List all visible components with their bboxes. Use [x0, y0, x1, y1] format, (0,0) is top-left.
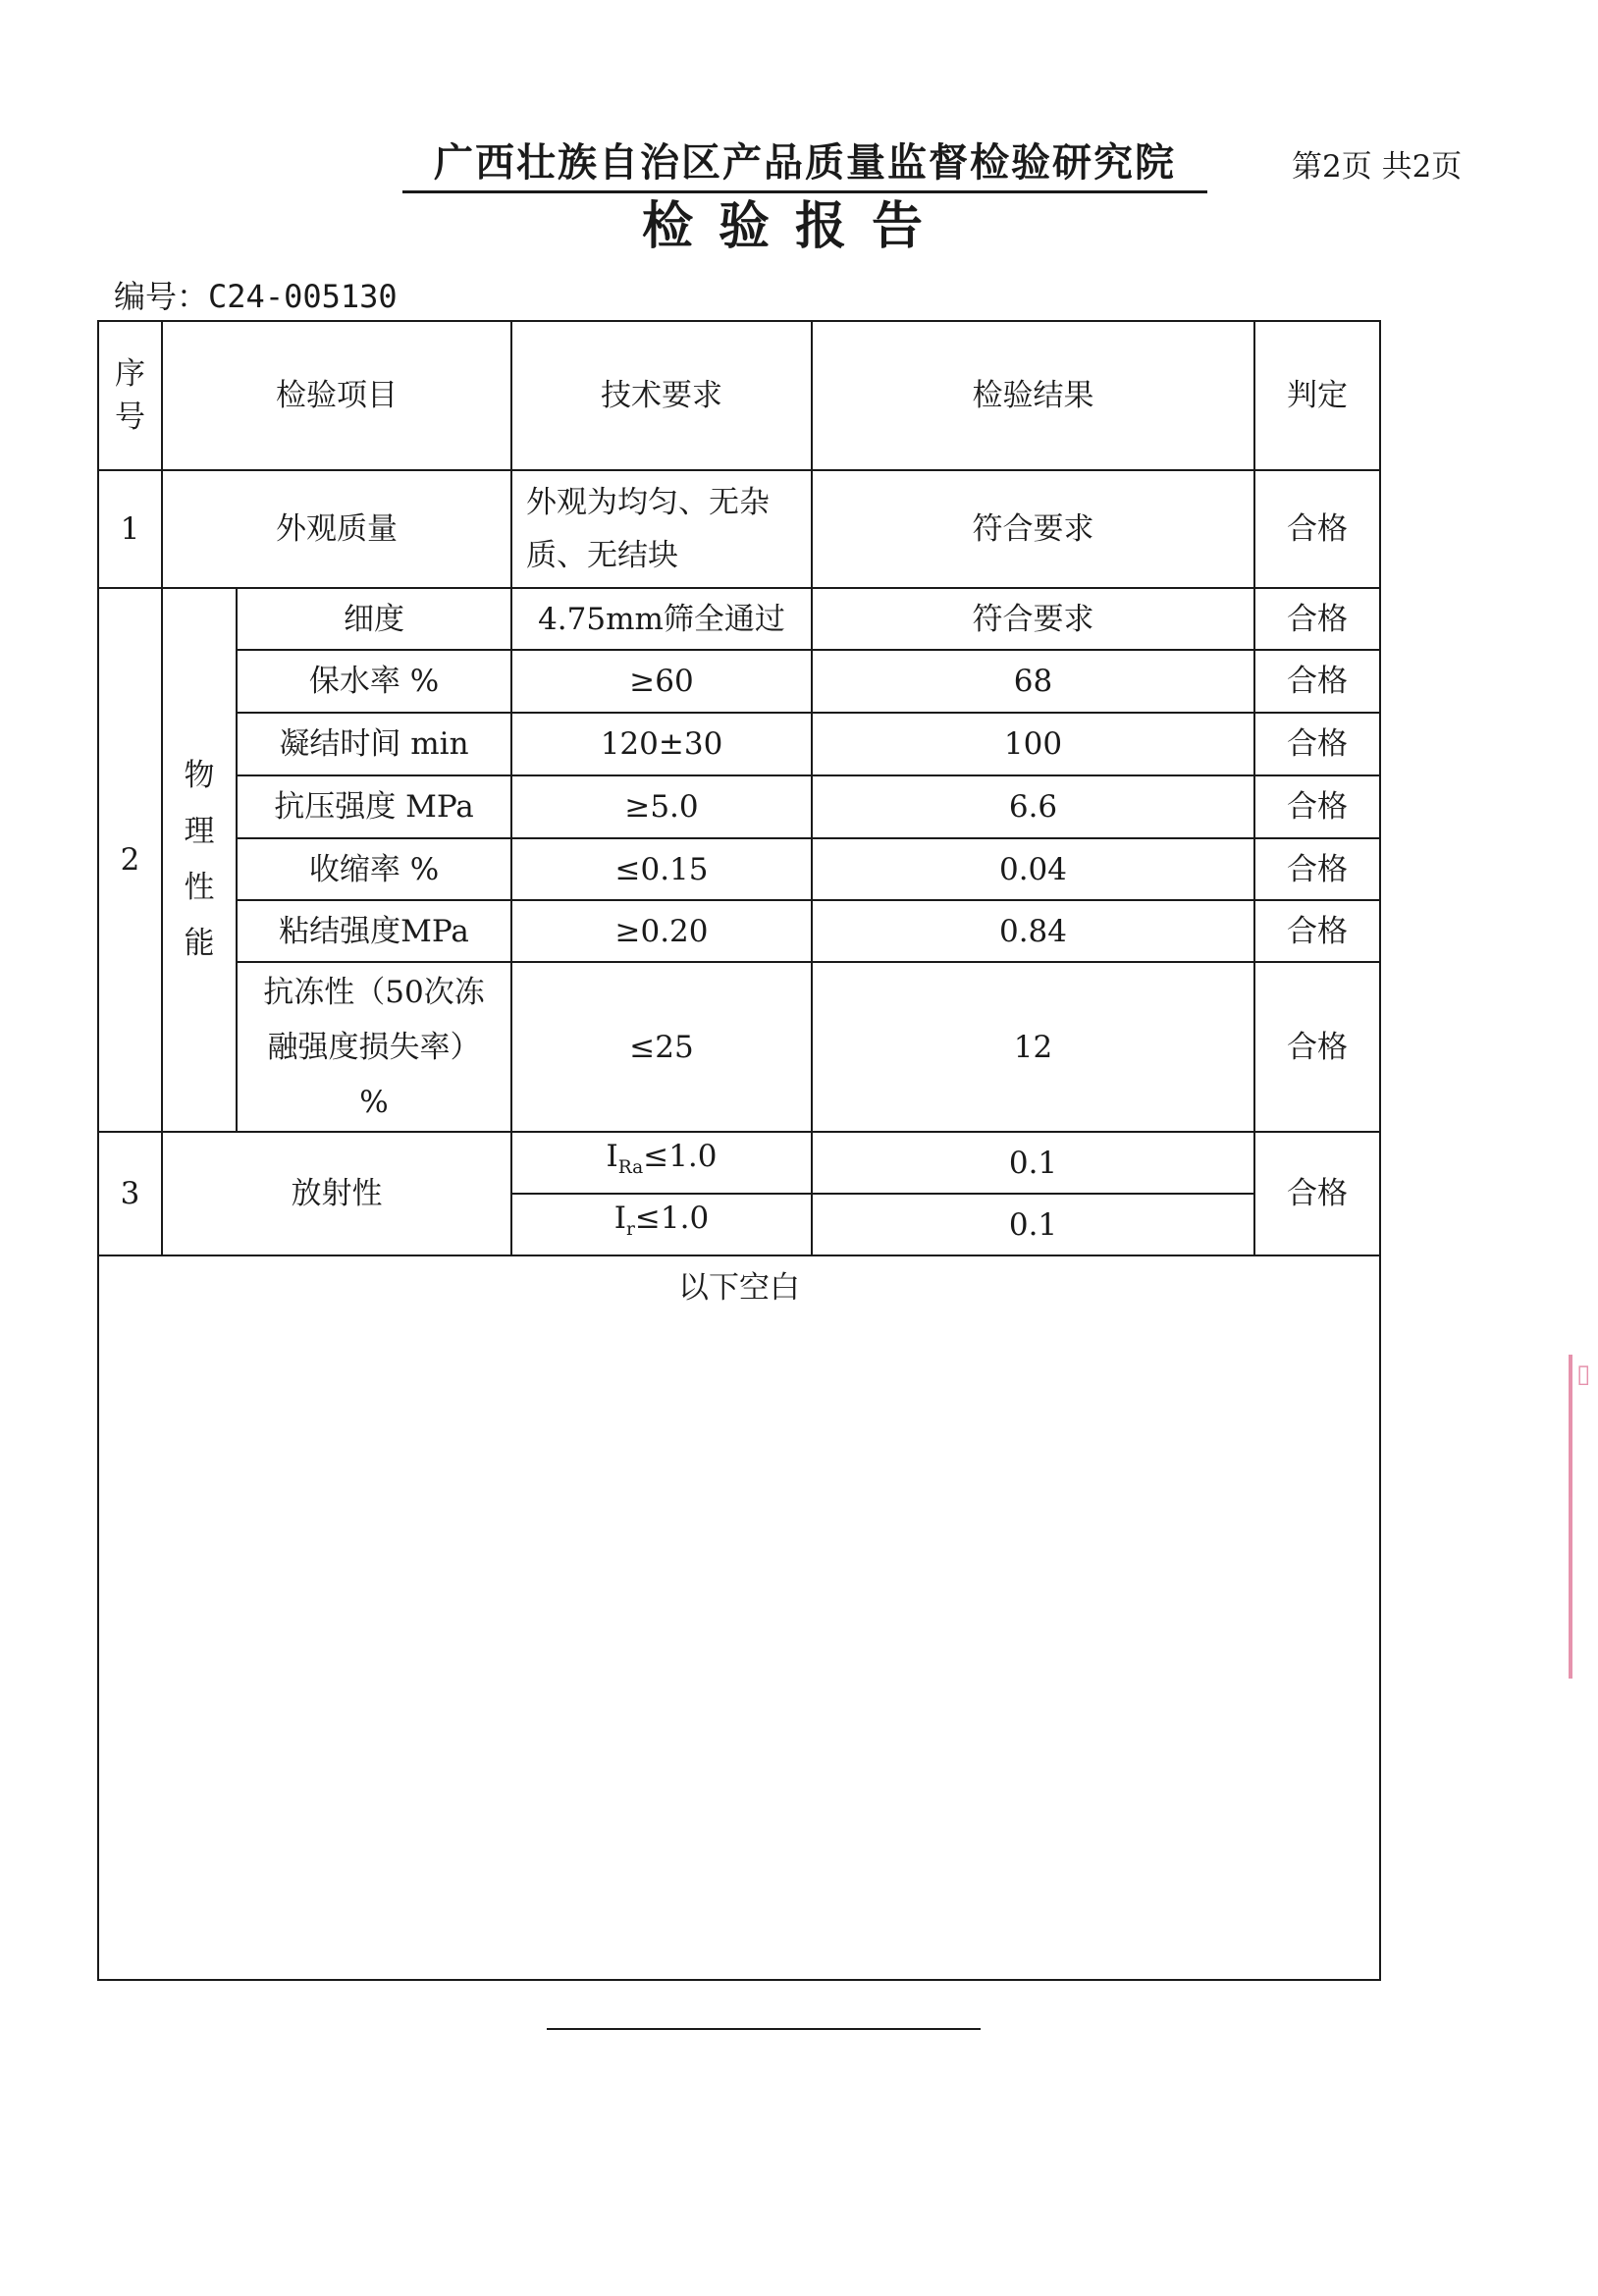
group2-row4-result: 6.6: [812, 775, 1254, 838]
report-number: [114, 275, 398, 318]
group2-row3-result: 100: [812, 713, 1254, 775]
row1-verdict: 合格: [1254, 470, 1380, 588]
table-row: [98, 470, 1380, 588]
group2-row1-item: 细度: [237, 588, 511, 650]
group2-row5-item: 收缩率 %: [237, 838, 511, 900]
group2-row3-requirement: 120±30: [511, 713, 812, 775]
report-title: 检验报告: [641, 196, 948, 256]
seal-stamp-edge: [1569, 1355, 1598, 1679]
row1-seq: 1: [98, 470, 162, 588]
group2-row6-result: 0.84: [812, 900, 1254, 962]
row3-verdict: 合格: [1254, 1132, 1380, 1255]
group2-row3-item: 凝结时间 min: [237, 713, 511, 775]
group2-row7-result: 12: [812, 962, 1254, 1132]
table-row: [98, 900, 1380, 962]
group2-row2-verdict: 合格: [1254, 650, 1380, 713]
table-row: [98, 775, 1380, 838]
page-indicator: 第2页 共2页: [1292, 149, 1463, 185]
group2-row6-item: 粘结强度MPa: [237, 900, 511, 962]
group2-row5-result: 0.04: [812, 838, 1254, 900]
table-row: [98, 838, 1380, 900]
group2-category: 物理性能: [162, 588, 237, 1132]
results-table: [97, 320, 1381, 1981]
group2-row1-requirement: 4.75mm筛全通过: [511, 588, 812, 650]
seal-mark-icon: ▯: [1576, 1360, 1591, 1389]
report-number-value: C24-005130: [208, 278, 398, 315]
group2-row5-requirement: ≤0.15: [511, 838, 812, 900]
group2-row6-verdict: 合格: [1254, 900, 1380, 962]
row3-result-b: 0.1: [812, 1194, 1254, 1255]
blank-note: 以下空白: [98, 1255, 1380, 1980]
group2-row1-result: 符合要求: [812, 588, 1254, 650]
group2-row3-verdict: 合格: [1254, 713, 1380, 775]
group2-row2-item: 保水率 %: [237, 650, 511, 713]
row1-item: 外观质量: [162, 470, 511, 588]
blank-area-row: [98, 1255, 1380, 1980]
table-row: [98, 962, 1380, 1132]
table-row: [98, 650, 1380, 713]
header-requirement: 技术要求: [511, 321, 812, 470]
header-seq: 序号: [98, 321, 162, 470]
table-row: [98, 588, 1380, 650]
group2-row6-requirement: ≥0.20: [511, 900, 812, 962]
footer-divider: [547, 2028, 981, 2030]
organization-title: 广西壮族自治区产品质量监督检验研究院: [402, 139, 1207, 193]
group2-row2-requirement: ≥60: [511, 650, 812, 713]
group2-row5-verdict: 合格: [1254, 838, 1380, 900]
group2-row7-item: 抗冻性（50次冻融强度损失率）%: [237, 962, 511, 1132]
header-item: 检验项目: [162, 321, 511, 470]
group2-row4-item: 抗压强度 MPa: [237, 775, 511, 838]
group2-seq: 2: [98, 588, 162, 1132]
table-header-row: [98, 321, 1380, 470]
group2-row4-verdict: 合格: [1254, 775, 1380, 838]
group2-row7-verdict: 合格: [1254, 962, 1380, 1132]
table-row: [98, 1132, 1380, 1194]
row3-result-a: 0.1: [812, 1132, 1254, 1194]
group2-row7-requirement: ≤25: [511, 962, 812, 1132]
header-verdict: 判定: [1254, 321, 1380, 470]
group2-row4-requirement: ≥5.0: [511, 775, 812, 838]
row1-result: 符合要求: [812, 470, 1254, 588]
report-number-label: 编号：: [114, 278, 209, 315]
row3-req-b: $I_r\le 1.0$: [511, 1194, 812, 1255]
row3-req-a: $I_{Ra}\le 1.0$: [511, 1132, 812, 1194]
group2-row2-result: 68: [812, 650, 1254, 713]
header-result: 检验结果: [812, 321, 1254, 470]
group2-row1-verdict: 合格: [1254, 588, 1380, 650]
table-row: [98, 713, 1380, 775]
row1-requirement: 外观为均匀、无杂质、无结块: [511, 470, 812, 588]
row3-seq: 3: [98, 1132, 162, 1255]
row3-item: 放射性: [162, 1132, 511, 1255]
